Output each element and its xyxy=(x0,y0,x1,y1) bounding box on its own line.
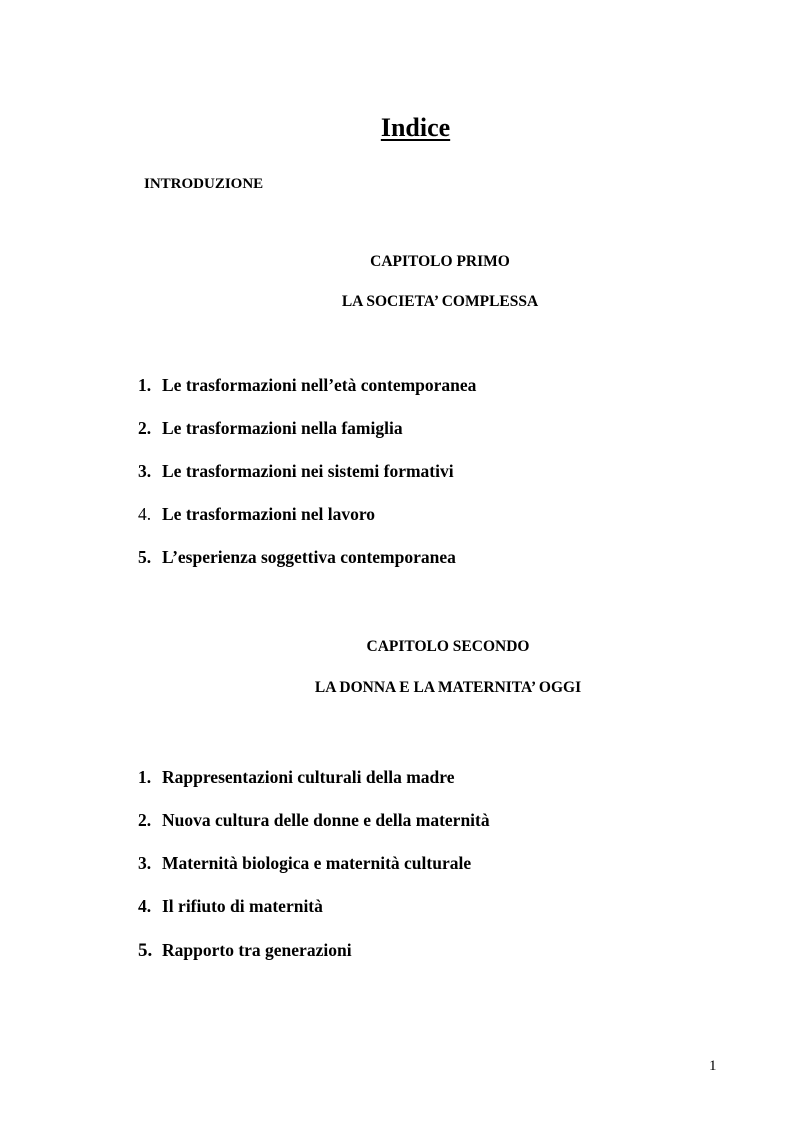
toc-entry-number: 4. xyxy=(138,504,152,524)
toc-entry-number: 3. xyxy=(138,461,152,481)
toc-entry-number: 1. xyxy=(138,375,152,395)
toc-entry-number: 2. xyxy=(138,810,152,830)
page-number: 1 xyxy=(709,1058,717,1074)
toc-entry xyxy=(138,896,323,917)
toc-entry-text: L’esperienza soggettiva contemporanea xyxy=(162,547,456,567)
toc-entry xyxy=(138,461,454,482)
toc-entry-number: 5. xyxy=(138,547,152,567)
toc-entry xyxy=(138,375,476,396)
toc-entry-text: Nuova cultura delle donne e della maternità xyxy=(162,810,490,830)
toc-entry-text: Le trasformazioni nel lavoro xyxy=(162,504,376,524)
toc-entry-text: Le trasformazioni nell’età contemporanea xyxy=(162,375,477,395)
toc-entry-number: 5. xyxy=(138,940,153,961)
toc-entry-text: Le trasformazioni nei sistemi formativi xyxy=(162,461,454,481)
toc-entry xyxy=(138,853,471,874)
toc-entry-text: Rapporto tra generazioni xyxy=(162,940,352,960)
toc-entry xyxy=(138,767,454,788)
toc-entry-text: Maternità biologica e maternità culturale xyxy=(162,853,472,873)
toc-entry-number: 3. xyxy=(138,853,152,873)
toc-entry-number: 2. xyxy=(138,418,152,438)
toc-entry xyxy=(138,504,375,525)
toc-entry-number: 1. xyxy=(138,767,152,787)
toc-entry xyxy=(138,810,490,831)
toc-entry-text: Le trasformazioni nella famiglia xyxy=(162,418,403,438)
toc-entry xyxy=(138,418,403,439)
page-title: Indice xyxy=(380,113,451,142)
toc-introduction: INTRODUZIONE xyxy=(144,176,264,192)
chapter-1-label: CAPITOLO PRIMO xyxy=(370,253,510,270)
toc-entry-number: 4. xyxy=(138,896,152,916)
toc-entry xyxy=(138,940,352,962)
toc-entry-text: Rappresentazioni culturali della madre xyxy=(162,767,455,787)
toc-entry xyxy=(138,547,456,568)
toc-entry-text: Il rifiuto di maternità xyxy=(162,896,323,916)
chapter-2-label: CAPITOLO SECONDO xyxy=(366,638,530,655)
chapter-1-title: LA SOCIETA’ COMPLESSA xyxy=(341,293,539,310)
chapter-2-title: LA DONNA E LA MATERNITA’ OGGI xyxy=(314,679,582,696)
